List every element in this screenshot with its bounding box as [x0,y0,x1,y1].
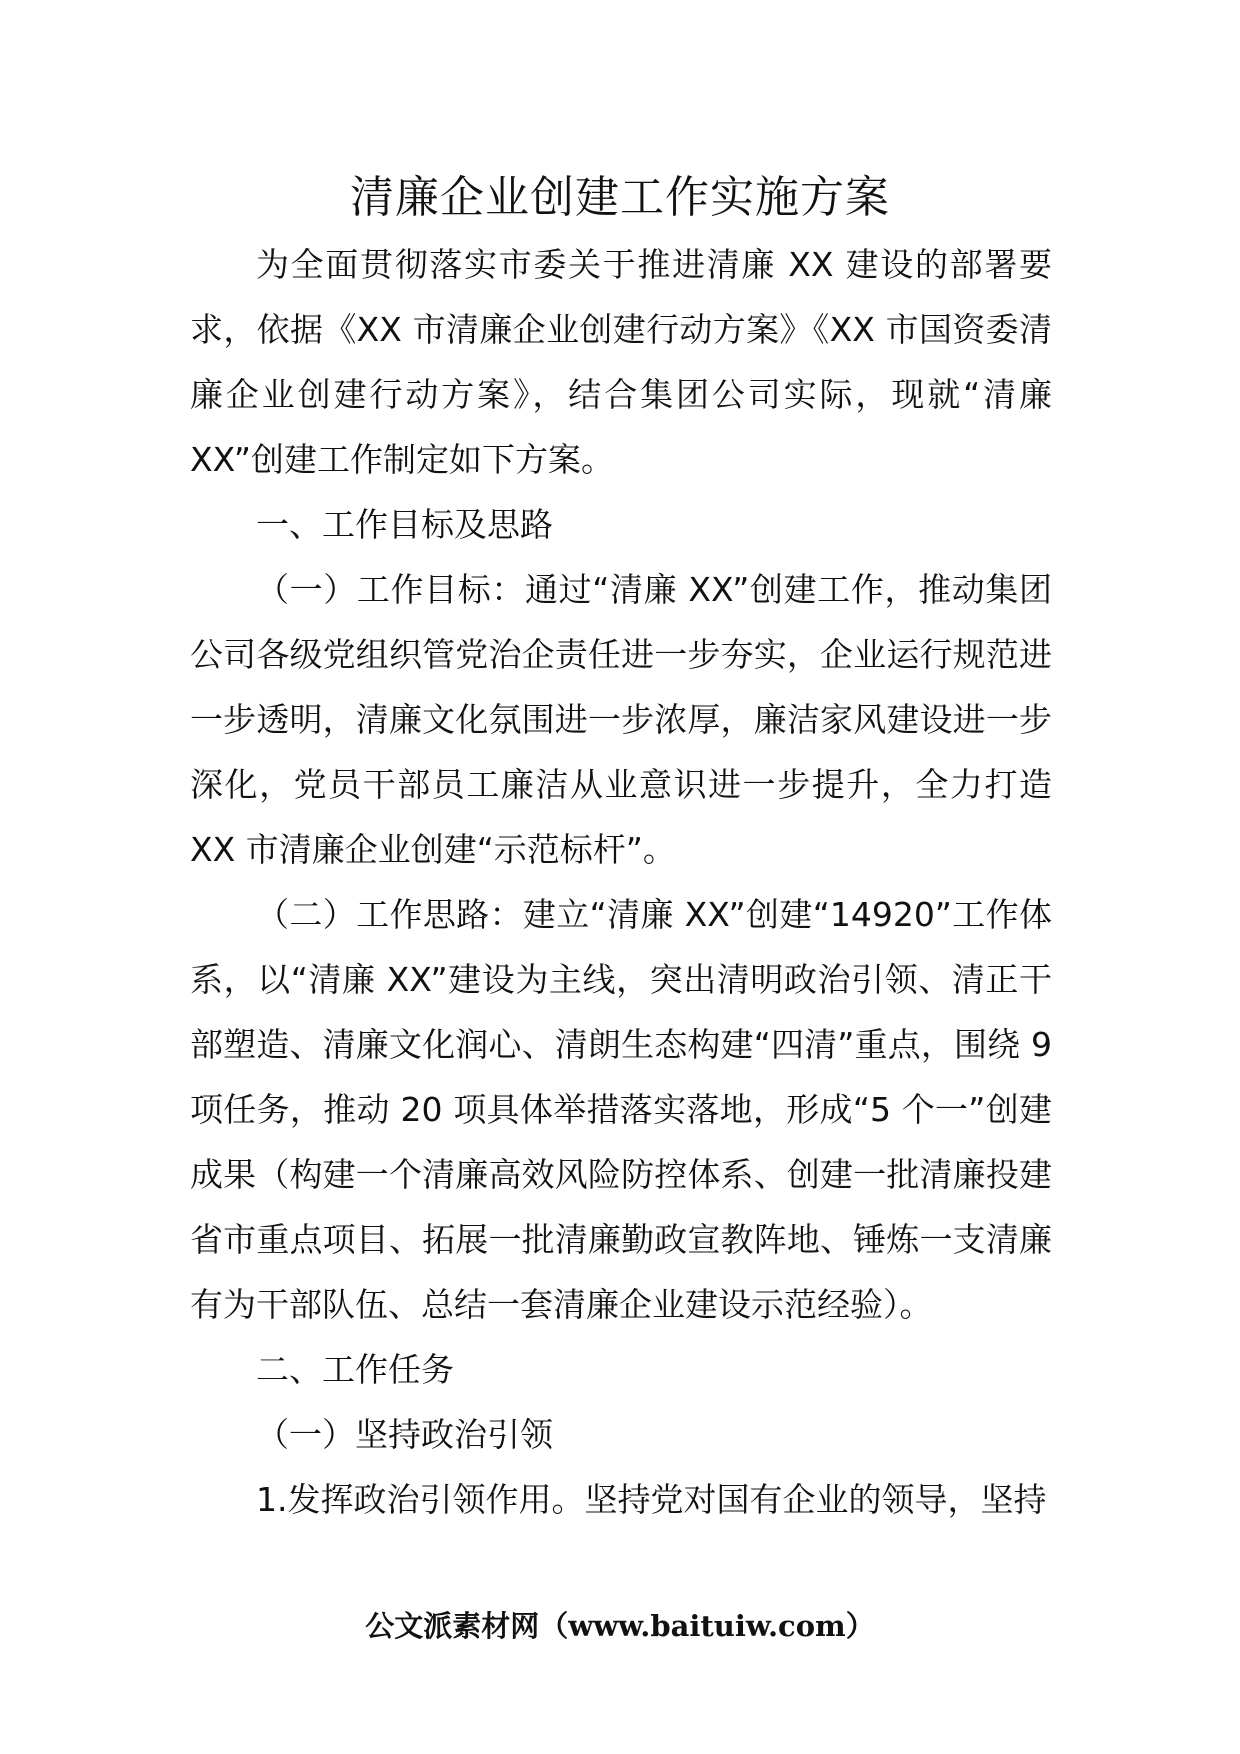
watermark-footer: 公文派素材网（www.baituiw.com） [365,1609,875,1643]
document-body [190,232,1052,1532]
goal-paragraph: （一）工作目标：通过“清廉 XX”创建工作，推动集团公司各级党组织管党治企责任进一步夯实，企业运行规范进一步透明，清廉文化氛围进一步浓厚，廉洁家风建设进一步深化，党员干部员工廉洁从业意识进一步提升，全力打造 XX 市清廉企业创建“示范标杆”。 [190,570,1052,869]
section-heading-2: 二、工作任务 [256,1350,454,1389]
task-paragraph-1: 1.发挥政治引领作用。坚持党对国有企业的领导，坚持 [256,1480,1047,1519]
document-title: 清廉企业创建工作实施方案 [350,172,890,223]
intro-paragraph: 为全面贯彻落实市委关于推进清廉 XX 建设的部署要求，依据《XX 市清廉企业创建行动方案》《XX 市国资委清廉企业创建行动方案》，结合集团公司实际，现就“清廉 XX”创建工作制定如下方案。 [190,245,1052,479]
subsection-heading-1: （一）坚持政治引领 [256,1415,553,1454]
section-heading-1: 一、工作目标及思路 [256,505,553,544]
approach-paragraph: （二）工作思路：建立“清廉 XX”创建“14920”工作体系，以“清廉 XX”建设为主线，突出清明政治引领、清正干部塑造、清廉文化润心、清朗生态构建“四清”重点，围绕 9 项任务，推动 20 项具体举措落实落地，形成“5 个一”创建成果（构建一个清廉高效风险防控体系、创建一批清廉投建省市重点项目、拓展一批清廉勤政宣教阵地、锤炼一支清廉有为干部队伍、总结一套清廉企业建设示范经验）。 [190,895,1052,1324]
